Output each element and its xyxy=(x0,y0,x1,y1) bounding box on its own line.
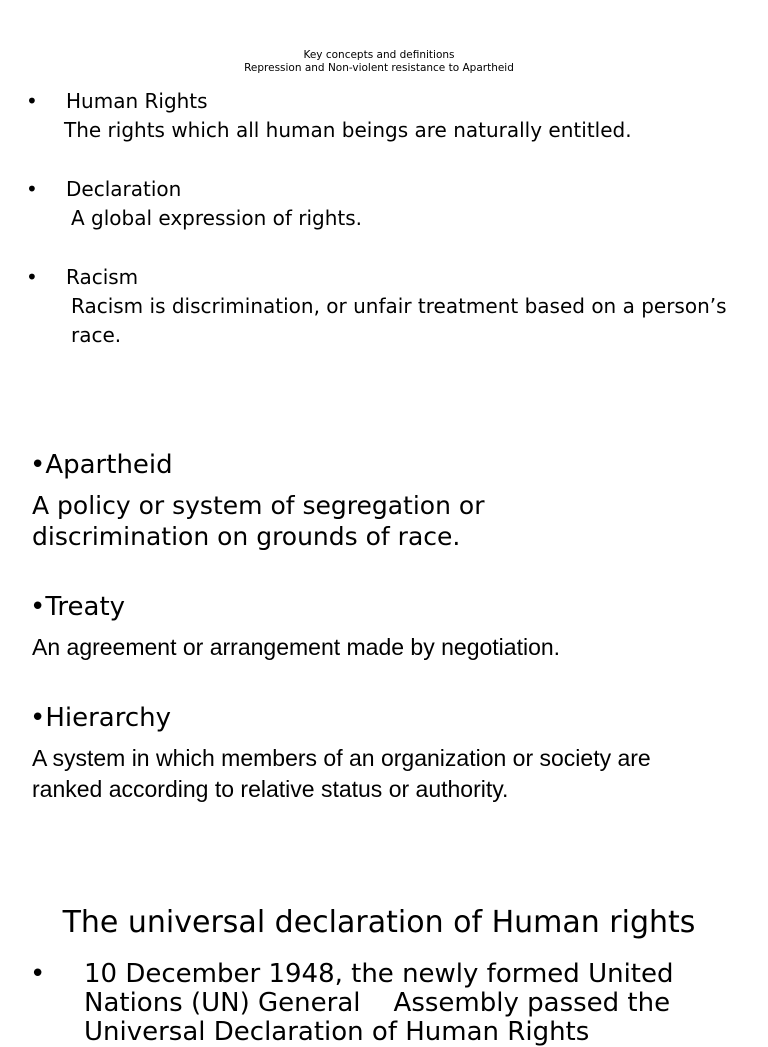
bullet-glyph: • xyxy=(26,177,38,201)
definition-human-rights: The rights which all human beings are naturally entitled. xyxy=(64,118,632,142)
term-racism: Racism xyxy=(66,265,139,289)
definition-apartheid: A policy or system of segregation or discrimination on grounds of race. xyxy=(32,491,485,551)
bullet-glyph: • xyxy=(26,89,38,113)
bullet-glyph: • xyxy=(26,265,38,289)
section-title: The universal declaration of Human rights xyxy=(62,905,696,940)
term-treaty: •Treaty xyxy=(30,592,126,622)
page-header xyxy=(0,49,758,74)
header-title: Key concepts and definitions xyxy=(303,49,455,61)
term-hierarchy: •Hierarchy xyxy=(30,703,172,733)
definition-racism: Racism is discrimination, or unfair treatment based on a person’s race. xyxy=(71,294,727,347)
bullet-glyph: • xyxy=(30,959,46,989)
term-declaration: Declaration xyxy=(66,177,182,201)
udhr-bullet-text: 10 December 1948, the newly formed United Nations (UN) General Assembly passed the Universal Declaration of Human Rights xyxy=(84,959,682,1047)
definition-declaration: A global expression of rights. xyxy=(71,206,363,230)
header-subtitle: Repression and Non-violent resistance to Apartheid xyxy=(244,61,514,74)
definition-treaty: An agreement or arrangement made by negotiation. xyxy=(32,634,561,660)
term-human-rights: Human Rights xyxy=(66,89,208,113)
definition-hierarchy: A system in which members of an organization or society are ranked according to relative status or authority. xyxy=(32,745,651,802)
term-apartheid: •Apartheid xyxy=(30,450,173,480)
